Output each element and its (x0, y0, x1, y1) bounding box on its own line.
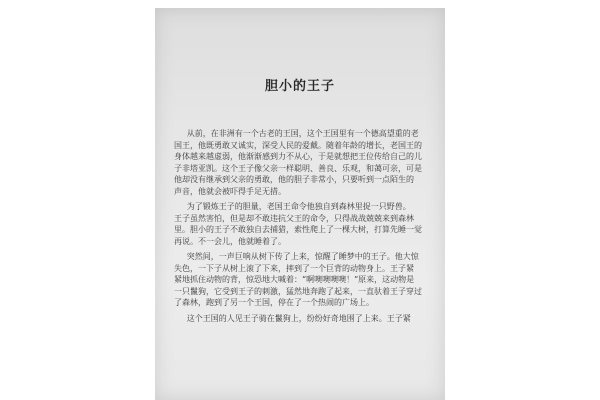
text-line: 失色，一下子从树上滚了下来，摔到了一个巨背的动物身上。王子紧 (174, 263, 414, 273)
text-line: 他却没有继承到父亲的勇敢，他的胆子非常小，只要听到一点陌生的 (174, 175, 414, 184)
text-line: 王子虽然害怕，但是却不敢违抗父王的命令，只得战战兢兢来到森林 (174, 213, 414, 223)
paragraph-2 (174, 201, 439, 247)
text-line: 为了锻炼王子的胆量，老国王命令他独自到森林里捉一只野兽。 (186, 202, 411, 211)
text-line: 再说。不一会儿，他就睡着了。 (174, 236, 286, 246)
book-page (155, 8, 445, 400)
paragraph-1 (174, 128, 439, 197)
text-line: 突然间，一声巨响从树下传了上来，惊醒了睡梦中的王子。他大惊 (186, 252, 419, 261)
body-text (174, 128, 439, 328)
text-line: 了森林，跑到了另一个王国，停在了一个热闹的广场上。 (174, 298, 374, 307)
text-line: 里。胆小的王子不敢独自去捕猎，索性爬上了一棵大树，打算先睡一觉 (174, 225, 422, 234)
text-line: 这个王国的人见王子骑在鬣狗上，纷纷好奇地围了上来。王子紧 (186, 313, 411, 323)
paragraph-3 (174, 251, 439, 309)
text-line: 国王，他既勇敢又诚实，深受人民的爱戴。随着年龄的增长，老国王的 (174, 140, 422, 150)
paragraph-4 (174, 313, 439, 325)
text-line: 紧地抓住动物的背，惊恐地大喊着：“啊噢噢噢噢！”原来，这动物是 (174, 275, 415, 284)
chapter-title: 胆小的王子 (264, 79, 335, 94)
text-line: 一只鬣狗，它受到王子的刺激，猛然地奔跑了起来，一直驮着王子穿过 (174, 286, 422, 296)
text-line: 身体越来越虚弱，他渐渐感到力不从心，于是就想把王位传给自己的儿 (174, 152, 422, 161)
text-line: 声音，他就会被吓得手足无措。 (174, 186, 286, 196)
text-line: 从前，在非洲有一个古老的王国，这个王国里有一个德高望重的老 (186, 129, 419, 138)
text-line: 子非塔亚凯。这个王子像父亲一样聪明、善良、乐观，和蔼可亲，可是 (174, 163, 422, 173)
